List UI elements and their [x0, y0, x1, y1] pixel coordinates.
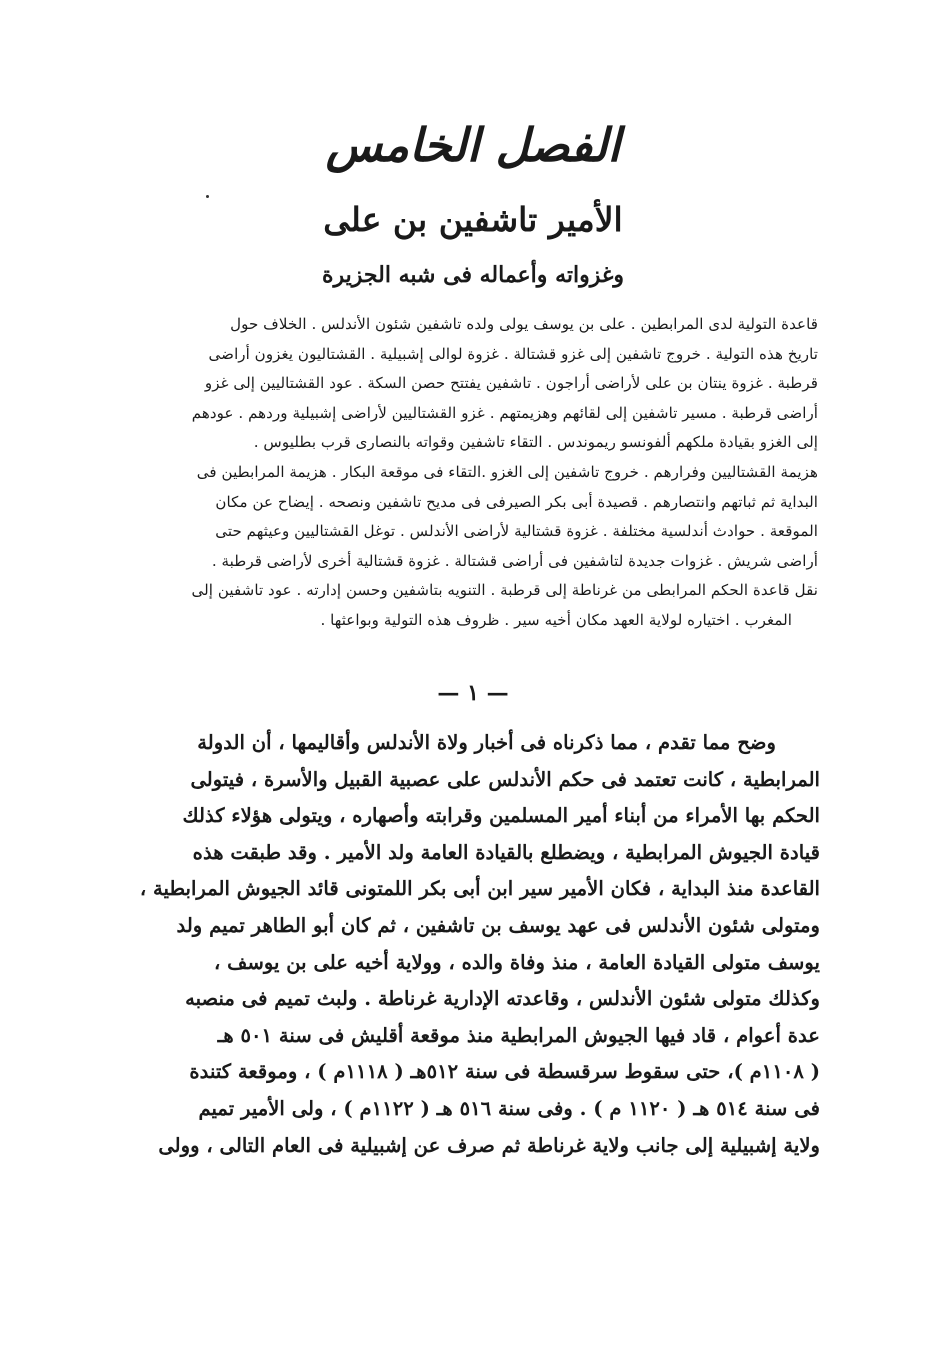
summary-line: الموقعة . حوادث أندلسية مختلفة . غزوة قشتالية لأراضى الأندلس . توغل القشتاليين وعيثهم حتى [215, 522, 818, 541]
body-line: المرابطية ، كانت تعتمد فى حكم الأندلس على عصبية القبيل والأسرة ، فيتولى [190, 767, 820, 791]
summary-line: هزيمة القشتاليين وفرارهم . خروج تاشفين إلى الغزو .التقاء فى موقعة البكار . هزيمة المرابطين فى [196, 462, 818, 481]
body-line: قيادة الجيوش المرابطية ، ويضطلع بالقيادة العامة ولد الأمير . وقد طبقت هذه [192, 840, 820, 864]
body-paragraph [128, 725, 820, 1164]
body-line: ( ١١٠٨م )، حتى سقوط سرقسطة فى سنة ٥١٢هـ ( ١١١٨م ) ، وموقعة كتندة [189, 1060, 820, 1084]
summary-line: المغرب . اختياره لولاية العهد مكان أخيه سير . ظروف هذه التولية وبواعثها . [320, 610, 792, 629]
section-number: — ١ — [437, 680, 509, 706]
summary-line: تاريخ هذه التولية . خروج تاشفين إلى غزو قشتالة . غزوة لوالى إشبيلية . القشتاليون يغزون أراضى [208, 344, 818, 363]
print-speck [206, 195, 209, 198]
body-line: وكذلك متولى شئون الأندلس ، وقاعدته الإدارية غرناطة . ولبث تميم فى منصبه [185, 987, 820, 1011]
chapter-summary [128, 310, 818, 636]
page-title: الأمير تاشفين بن على [323, 200, 623, 239]
summary-line: قاعدة التولية لدى المرابطين . على بن يوسف يولى ولده تاشفين شئون الأندلس . الخلاف حول [230, 315, 818, 333]
body-line: ولاية إشبيلية إلى جانب ولاية غرناطة ثم صرف عن إشبيلية فى العام التالى ، وولى [158, 1133, 820, 1157]
summary-line: قرطبة . غزوة ينتان بن على لأراضى أراجون . تاشفين يفتتح حصن السكة . عود القشتاليين إلى غزو [204, 374, 818, 393]
summary-line: البداية ثم ثباتهم وانتصارهم . قصيدة أبى بكر الصيرفى فى مديح تاشفين ونصحه . إيضاح عن مكان [215, 492, 818, 511]
chapter-heading: الفصل الخامس [325, 118, 621, 172]
page-subtitle: وغزواته وأعماله فى شبه الجزيرة [321, 262, 624, 288]
summary-line: إلى الغزو بقيادة ملكهم ألفونسو ريموندس . التقاء تاشفين وقواته بالنصارى قرب بطليوس . [253, 433, 818, 452]
body-line: القاعدة منذ البداية ، فكان الأمير سير ابن أبى بكر اللمتونى قائد الجيوش المرابطية ، [139, 877, 820, 901]
summary-line: أراضى شريش . غزوات جديدة لتاشفين فى أراضى قشتالة . غزوة قشتالية أخرى لأراضى قرطبة . [211, 551, 818, 570]
body-line: فى سنة ٥١٤ هـ ( ١١٢٠ م ) . وفى سنة ٥١٦ هـ ( ١١٢٢م ) ، ولى الأمير تميم [198, 1096, 820, 1120]
body-line: ومتولى شئون الأندلس فى عهد يوسف بن تاشفين ، ثم كان أبو الطاهر تميم ولد [176, 913, 820, 937]
summary-line: نقل قاعدة الحكم المرابطى من غرناطة إلى قرطبة . التنويه بتاشفين وحسن إدارته . عود تاشفين إلى [191, 581, 818, 600]
body-line: يوسف متولى القيادة العامة ، منذ وفاة والده ، وولاية أخيه على بن يوسف ، [214, 950, 820, 974]
body-line: عدة أعوام ، قاد فيها الجيوش المرابطية منذ موقعة أقليش فى سنة ٥٠١ هـ [217, 1023, 820, 1047]
body-line: الحكم بها الأمراء من أبناء أمير المسلمين وقرابته وأصهاره ، ويتولى هؤلاء كذلك [182, 804, 820, 828]
body-line: وضح مما تقدم ، مما ذكرناه فى أخبار ولاة الأندلس وأقاليمها ، أن الدولة [197, 731, 776, 754]
summary-line: أراضى قرطبة . مسير تاشفين إلى لقائهم وهزيمتهم . غزو القشتاليين لأراضى إشبيلية وردهم . عودهم [191, 403, 818, 422]
